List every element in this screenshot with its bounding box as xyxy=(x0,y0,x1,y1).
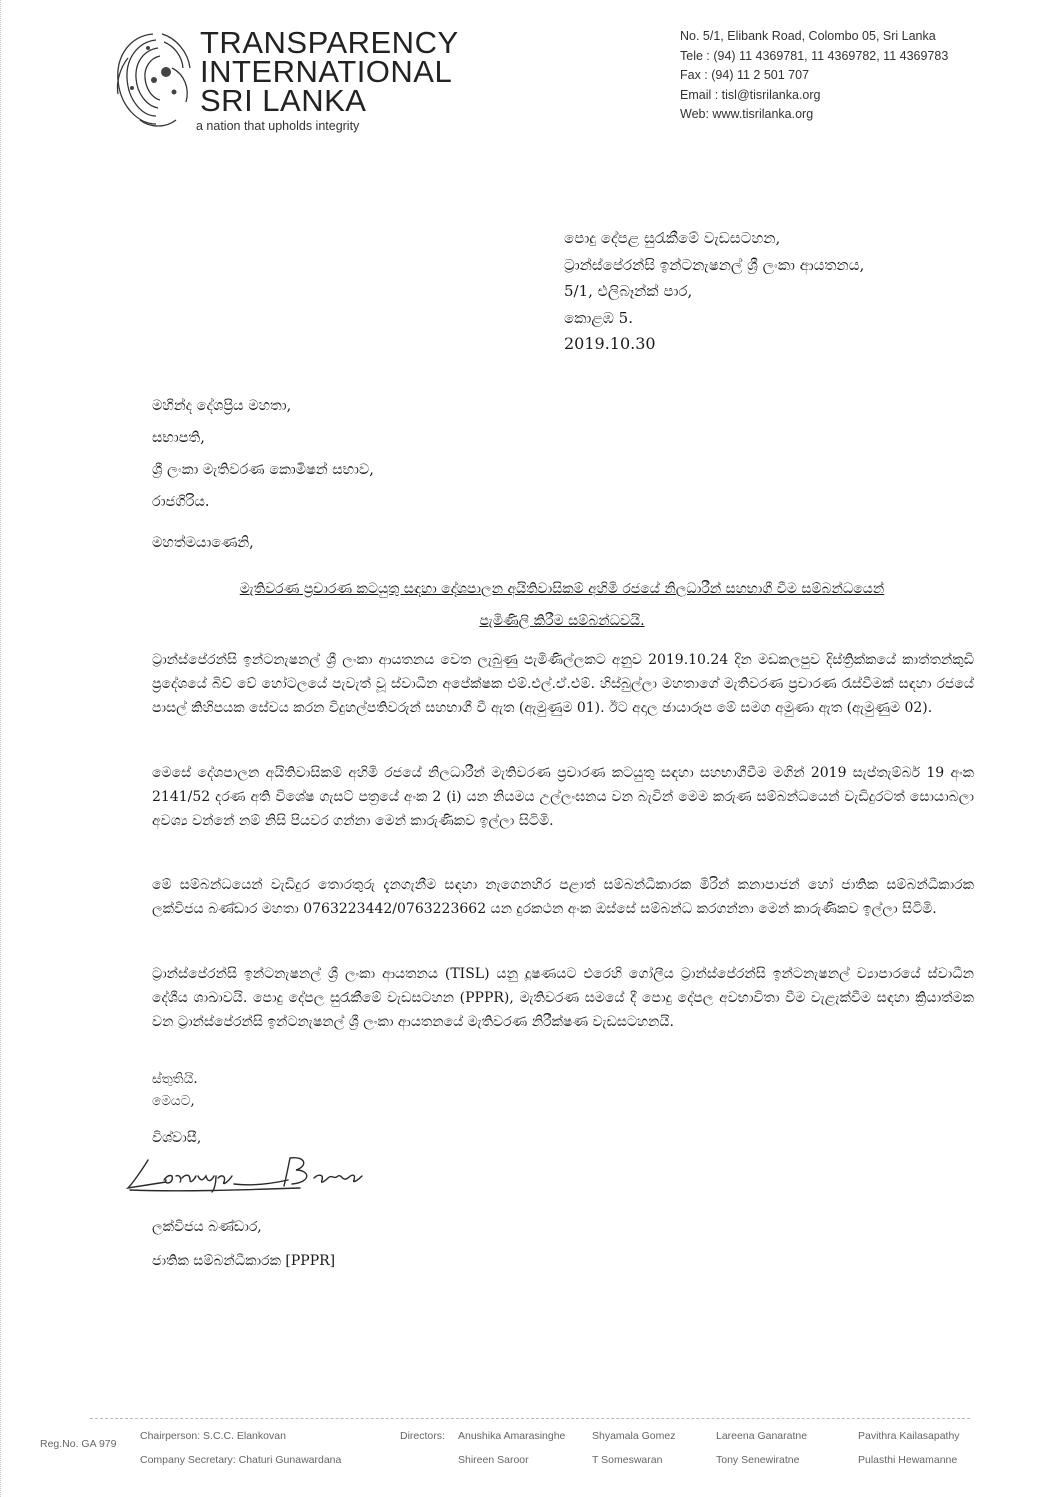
body-paragraph-1: ට්‍රාන්ස්පේරන්සි ඉන්ටනැෂනල් ශ්‍රී ලංකා ආයතනය වෙත ලැබුණු පැමිණිල්ලකට අනුව 2019.10.24 දින මඩකලපුව දිස්ත්‍රික්කයේ කාත්තන්කුඩි ප්‍රදේශයේ බිච් වේ හෝටලයේ පැවැත් වූ ස්වාධීන අපේක්ෂක එම්.එල්.ඒ.එම්. හිස්බුල්ලා මහතාගේ මැතිවරණ ප්‍රචාරණ රැස්වීමක් සඳහා රජයේ පාසල් කිහිපයක සේවය කරන විදුහල්පතිවරුන් සහභාගී වී ඇත (ඇමුණුම 01). ඊට අදාල ඡායාරූප මේ සමග අමුණා ඇත (ඇමුණුම 02). xyxy=(152,652,974,716)
signer-name: ලක්විජය බණ්ඩාර, xyxy=(152,1219,262,1235)
fax-line: Fax : (94) 11 2 501 707 xyxy=(680,68,810,83)
closing: විශ්වාසී, xyxy=(152,1130,202,1146)
thanks-line: මෙයට, xyxy=(152,1093,195,1109)
footer-director: T Someswaran xyxy=(592,1454,663,1466)
ti-wordmark xyxy=(200,25,459,118)
sender-line: ට්‍රාන්ස්පේරන්සි ඉන්ටනැෂනල් ශ්‍රී ලංකා ආයතනය, xyxy=(564,255,865,274)
address-line: No. 5/1, Elibank Road, Colombo 05, Sri Lanka xyxy=(680,29,936,43)
recipient-line: මහින්ද දේශප්‍රිය මහතා, xyxy=(152,398,292,414)
footer-director: Pavithra Kailasapathy xyxy=(858,1430,960,1442)
contact-block xyxy=(680,27,948,125)
ti-logo-mark-icon xyxy=(110,28,196,130)
recipient-address xyxy=(152,390,374,518)
recipient-line: සභාපති, xyxy=(152,430,205,446)
sender-line: පොදු දේපළ සුරැකීමේ වැඩසටහන, xyxy=(564,229,781,247)
footer-company-secretary: Company Secretary: Chaturi Gunawardana xyxy=(140,1454,342,1466)
footer-director: Tony Senewiratne xyxy=(716,1454,800,1466)
footer-director: Shyamala Gomez xyxy=(592,1430,676,1442)
wordmark-line: TRANSPARENCY xyxy=(200,25,459,60)
body-paragraph-2: මෙසේ දේශපාලන අයිතිවාසිකම් අහිමි රජයේ නිලධාරීන් මැතිවරණ ප්‍රචාරණ කටයුතු සඳහා සහභාගීවීම මගින් 2019 සැප්තැම්බර් 19 අංක 2141/52 දරණ අති විශේෂ ගැසට් පත්‍රයේ අංක 2 (i) යන නියමය උල්ලංඝනය වන බැවින් මෙම කරුණ සම්බන්ධයෙන් වැඩිදුරටත් සොයාබලා අවශ්‍ය වන්නේ නම් නිසි පියවර ගන්නා මෙන් කාරුණිකව ඉල්ලා සිටිමි. xyxy=(152,765,974,829)
footer-director: Anushika Amarasinghe xyxy=(458,1430,566,1442)
thanks-line: ස්තුතියි. xyxy=(152,1071,198,1087)
body-paragraph-4: ට්‍රාන්ස්පේරන්සි ඉන්ටනැෂනල් ශ්‍රී ලංකා ආයතනය (TISL) යනු දූෂණයට එරෙහි ගෝලීය ට්‍රාන්ස්පේරන්සි ඉන්ටනැෂනල් ව්‍යාපාරයේ ස්වාධීන දේශීය ශාඛාවයි. පොදු දේපල සුරැකීමේ වැඩසටහන (PPPR), මැතිවරණ සමයේ දී පොදු දේපල අවභාවිතා වීම වැළැක්වීම සඳහා ක්‍රියාත්මක වන ට්‍රාන්ස්පේරන්සි ඉන්ටනැෂනල් ශ්‍රී ලංකා ආයතනයේ මැතිවරණ නිරීක්ෂණ වැඩසටහනයි. xyxy=(152,966,974,1030)
wordmark-line: SRI LANKA xyxy=(200,83,367,118)
handwritten-signature xyxy=(120,1150,420,1195)
web-line: Web: www.tisrilanka.org xyxy=(680,107,814,122)
sender-line: 5/1, එලිබෑන්ක් පාර, xyxy=(564,282,693,300)
footer-reg-number: Reg.No. GA 979 xyxy=(40,1438,117,1450)
signer-title: ජාතික සම්බන්ධීකාරක [PPPR] xyxy=(152,1253,336,1269)
letter-date: 2019.10.30 xyxy=(564,334,656,353)
salutation: මහත්මයාණෙනි, xyxy=(152,535,254,551)
recipient-line: රාජගිරිය. xyxy=(152,494,210,510)
subject-line-2: පැමිණිලි කිරීම සම්බන්ධවයි. xyxy=(479,613,645,629)
footer-divider xyxy=(90,1418,970,1419)
subject-line-1: මැතිවරණ ප්‍රචාරණ කටයුතු සඳහා දේශපාලන අයිතිවාසිකම් අහිමි රජයේ නිලධාරීන් සහභාගී වීම සම්බන්ධයෙන් xyxy=(239,581,885,597)
recipient-line: ශ්‍රී ලංකා මැතිවරණ කොමිෂන් සභාව, xyxy=(152,462,374,478)
footer-director: Shireen Saroor xyxy=(458,1454,529,1466)
sender-line: කොළඹ 5. xyxy=(564,308,633,327)
signer-block xyxy=(152,1210,335,1278)
footer-directors-label: Directors: xyxy=(400,1430,445,1442)
wordmark-line: INTERNATIONAL xyxy=(200,54,453,89)
tagline: a nation that upholds integrity xyxy=(196,119,360,133)
footer-director: Lareena Ganaratne xyxy=(716,1430,808,1442)
sender-address xyxy=(564,225,864,358)
footer-director: Pulasthi Hewamanne xyxy=(858,1454,958,1466)
footer-chairperson: Chairperson: S.C.C. Elankovan xyxy=(140,1430,286,1442)
scan-edge xyxy=(0,0,3,1497)
letter-subject xyxy=(152,573,972,637)
phone-line: Tele : (94) 11 4369781, 11 4369782, 11 4369783 xyxy=(680,48,949,63)
body-paragraph-3: මේ සම්බන්ධයෙන් වැඩිදුර තොරතුරු දැනගැනීම සඳහා නැගෙනහිර පළාත් සම්බන්ධීකාරක මිරින් කනාපාජන් හෝ ජාතික සම්බන්ධීකාරක ලක්විජය බණ්ඩාර මහතා 0763223442/0763223662 යන දුරකථන අංක ඔස්සේ සම්බන්ධ කරගන්නා මෙන් කාරුණිකව ඉල්ලා සිටිමි. xyxy=(152,877,974,917)
email-line: Email : tisl@tisrilanka.org xyxy=(680,87,821,102)
thanks-block xyxy=(152,1068,198,1112)
